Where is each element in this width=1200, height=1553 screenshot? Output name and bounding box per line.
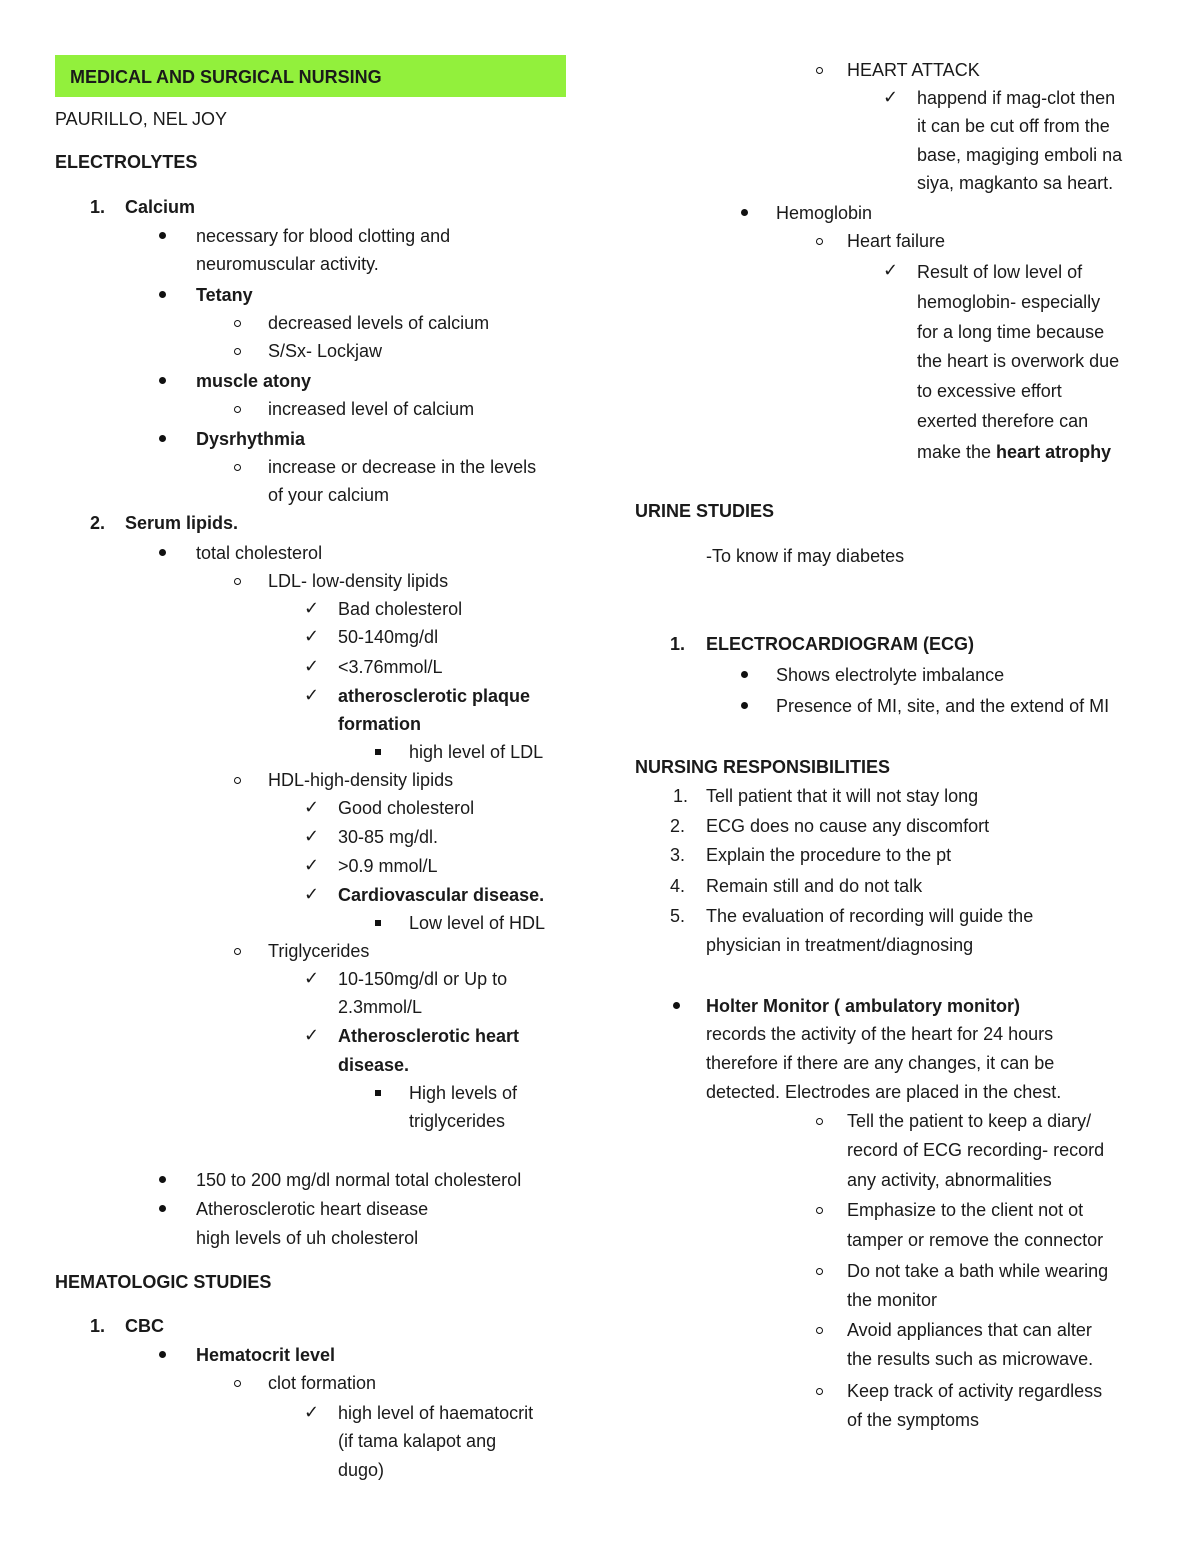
list-item: hemoglobin- especially (917, 292, 1101, 312)
bullet-dot (159, 1205, 166, 1212)
list-item: Tell patient that it will not stay long (706, 786, 979, 806)
bullet-circle (816, 238, 823, 245)
list-item: happend if mag-clot then (917, 88, 1116, 108)
check-icon: ✓ (304, 685, 320, 705)
list-item: the monitor (847, 1290, 938, 1310)
bullet-circle (816, 1268, 823, 1275)
list-item: Avoid appliances that can alter (847, 1320, 1092, 1340)
bullet-dot (159, 549, 166, 556)
list-item: total cholesterol (196, 543, 323, 563)
list-item: any activity, abnormalities (847, 1170, 1052, 1190)
list-item: Explain the procedure to the pt (706, 845, 952, 865)
bullet-circle (234, 464, 241, 471)
list-item: necessary for blood clotting and (196, 226, 451, 246)
list-item: to excessive effort (917, 381, 1062, 401)
list-item: increased level of calcium (268, 399, 475, 419)
check-icon: ✓ (304, 884, 320, 904)
check-icon: ✓ (304, 1402, 320, 1422)
list-number: 2. (670, 816, 686, 836)
list-item: Bad cholesterol (338, 599, 463, 619)
list-item: decreased levels of calcium (268, 313, 490, 333)
bullet-dot (159, 291, 166, 298)
list-item: siya, magkanto sa heart. (917, 173, 1114, 193)
list-item: of the symptoms (847, 1410, 980, 1430)
bullet-circle (234, 578, 241, 585)
bullet-circle (816, 1388, 823, 1395)
atony-label: muscle atony (196, 371, 312, 391)
list-item: neuromuscular activity. (196, 254, 379, 274)
list-item: exerted therefore can (917, 411, 1089, 431)
check-icon: ✓ (304, 968, 320, 988)
document-title: MEDICAL AND SURGICAL NURSING (70, 67, 382, 87)
bullet-square (375, 749, 381, 755)
author-name: PAURILLO, NEL JOY (55, 109, 228, 129)
list-item: atherosclerotic plaque (338, 686, 531, 706)
list-item: Presence of MI, site, and the extend of MI (776, 696, 1110, 716)
check-icon: ✓ (304, 797, 320, 817)
list-item: Result of low level of (917, 262, 1083, 282)
list-item: increase or decrease in the levels (268, 457, 537, 477)
list-number: 3. (670, 845, 686, 865)
ecg-title: ELECTROCARDIOGRAM (ECG) (706, 634, 974, 654)
list-item-bold: heart atrophy (996, 442, 1112, 462)
serum-lipids-title: Serum lipids. (125, 513, 239, 533)
list-number: 5. (670, 906, 686, 926)
list-item: triglycerides (409, 1111, 506, 1131)
check-icon: ✓ (304, 1025, 320, 1045)
list-item: dugo) (338, 1460, 385, 1480)
list-item: therefore if there are any changes, it can be (706, 1053, 1055, 1073)
list-item: S/Sx- Lockjaw (268, 341, 383, 361)
check-icon: ✓ (304, 598, 320, 618)
list-number: 1. (673, 786, 689, 806)
check-icon: ✓ (883, 260, 899, 280)
list-item: tamper or remove the connector (847, 1230, 1104, 1250)
electrolytes-heading: ELECTROLYTES (55, 152, 198, 172)
list-item: clot formation (268, 1373, 377, 1393)
urine-note: -To know if may diabetes (706, 546, 905, 566)
list-item: formation (338, 714, 421, 734)
bullet-square (375, 1090, 381, 1096)
list-item: Do not take a bath while wearing (847, 1261, 1109, 1281)
list-item: Hemoglobin (776, 203, 873, 223)
list-item: the heart is overwork due (917, 351, 1120, 371)
bullet-dot (741, 671, 748, 678)
hematologic-heading: HEMATOLOGIC STUDIES (55, 1272, 272, 1292)
bullet-circle (234, 777, 241, 784)
list-item: high level of haematocrit (338, 1403, 534, 1423)
list-item: Heart failure (847, 231, 946, 251)
list-item: (if tama kalapot ang (338, 1431, 497, 1451)
list-number: 4. (670, 876, 686, 896)
bullet-circle (816, 1207, 823, 1214)
list-item: it can be cut off from the (917, 116, 1110, 136)
list-number: 1. (90, 1316, 106, 1336)
bullet-dot (673, 1002, 680, 1009)
check-icon: ✓ (304, 826, 320, 846)
list-item: Remain still and do not talk (706, 876, 923, 896)
urine-heading: URINE STUDIES (635, 501, 775, 521)
bullet-circle (816, 1118, 823, 1125)
cbc-title: CBC (125, 1316, 164, 1336)
list-item: HDL-high-density lipids (268, 770, 454, 790)
list-item-text: make the (917, 442, 997, 462)
list-item: Cardiovascular disease. (338, 885, 545, 905)
list-item: of your calcium (268, 485, 390, 505)
holter-title: Holter Monitor ( ambulatory monitor) (706, 996, 1020, 1016)
list-item: Good cholesterol (338, 798, 475, 818)
dysrhythmia-label: Dysrhythmia (196, 429, 306, 449)
nursing-responsibilities-heading: NURSING RESPONSIBILITIES (635, 757, 891, 777)
list-item: 30-85 mg/dl. (338, 827, 439, 847)
list-item: physician in treatment/diagnosing (706, 935, 974, 955)
check-icon: ✓ (304, 626, 320, 646)
list-number: 1. (670, 634, 686, 654)
list-item: detected. Electrodes are placed in the chest. (706, 1082, 1062, 1102)
bullet-circle (234, 320, 241, 327)
list-item: for a long time because (917, 322, 1105, 342)
bullet-circle (234, 406, 241, 413)
list-item: Triglycerides (268, 941, 370, 961)
bullet-circle (234, 348, 241, 355)
list-item: 2.3mmol/L (338, 997, 423, 1017)
check-icon: ✓ (304, 656, 320, 676)
list-item: The evaluation of recording will guide the (706, 906, 1034, 926)
bullet-dot (159, 1351, 166, 1358)
list-item: high level of LDL (409, 742, 544, 762)
list-item: Atherosclerotic heart (338, 1026, 520, 1046)
list-item: the results such as microwave. (847, 1349, 1094, 1369)
list-item: HEART ATTACK (847, 60, 980, 80)
bullet-dot (159, 435, 166, 442)
list-item: high levels of uh cholesterol (196, 1228, 419, 1248)
bullet-dot (741, 702, 748, 709)
check-icon: ✓ (883, 87, 899, 107)
bullet-dot (741, 209, 748, 216)
list-item: Low level of HDL (409, 913, 546, 933)
list-item: disease. (338, 1055, 410, 1075)
bullet-dot (159, 1176, 166, 1183)
bullet-dot (159, 377, 166, 384)
bullet-circle (234, 948, 241, 955)
list-item: 50-140mg/dl (338, 627, 439, 647)
list-number: 1. (90, 197, 106, 217)
list-item: High levels of (409, 1083, 518, 1103)
list-item: LDL- low-density lipids (268, 571, 449, 591)
bullet-circle (234, 1380, 241, 1387)
list-item: 150 to 200 mg/dl normal total cholesterol (196, 1170, 522, 1190)
bullet-circle (816, 67, 823, 74)
list-item: record of ECG recording- record (847, 1140, 1105, 1160)
tetany-label: Tetany (196, 285, 253, 305)
bullet-dot (159, 232, 166, 239)
bullet-square (375, 920, 381, 926)
list-item: records the activity of the heart for 24 hours (706, 1024, 1054, 1044)
list-item: >0.9 mmol/L (338, 856, 438, 876)
list-item: Shows electrolyte imbalance (776, 665, 1005, 685)
list-item: ECG does no cause any discomfort (706, 816, 990, 836)
list-item (917, 441, 1111, 463)
list-item: Tell the patient to keep a diary/ (847, 1111, 1092, 1131)
list-item: <3.76mmol/L (338, 657, 443, 677)
list-item: Emphasize to the client not ot (847, 1200, 1084, 1220)
hematocrit-label: Hematocrit level (196, 1345, 336, 1365)
list-item: Keep track of activity regardless (847, 1381, 1103, 1401)
list-item: base, magiging emboli na (917, 145, 1123, 165)
list-number: 2. (90, 513, 106, 533)
calcium-title: Calcium (125, 197, 196, 217)
list-item: Atherosclerotic heart disease (196, 1199, 429, 1219)
bullet-circle (816, 1327, 823, 1334)
check-icon: ✓ (304, 855, 320, 875)
list-item: 10-150mg/dl or Up to (338, 969, 508, 989)
